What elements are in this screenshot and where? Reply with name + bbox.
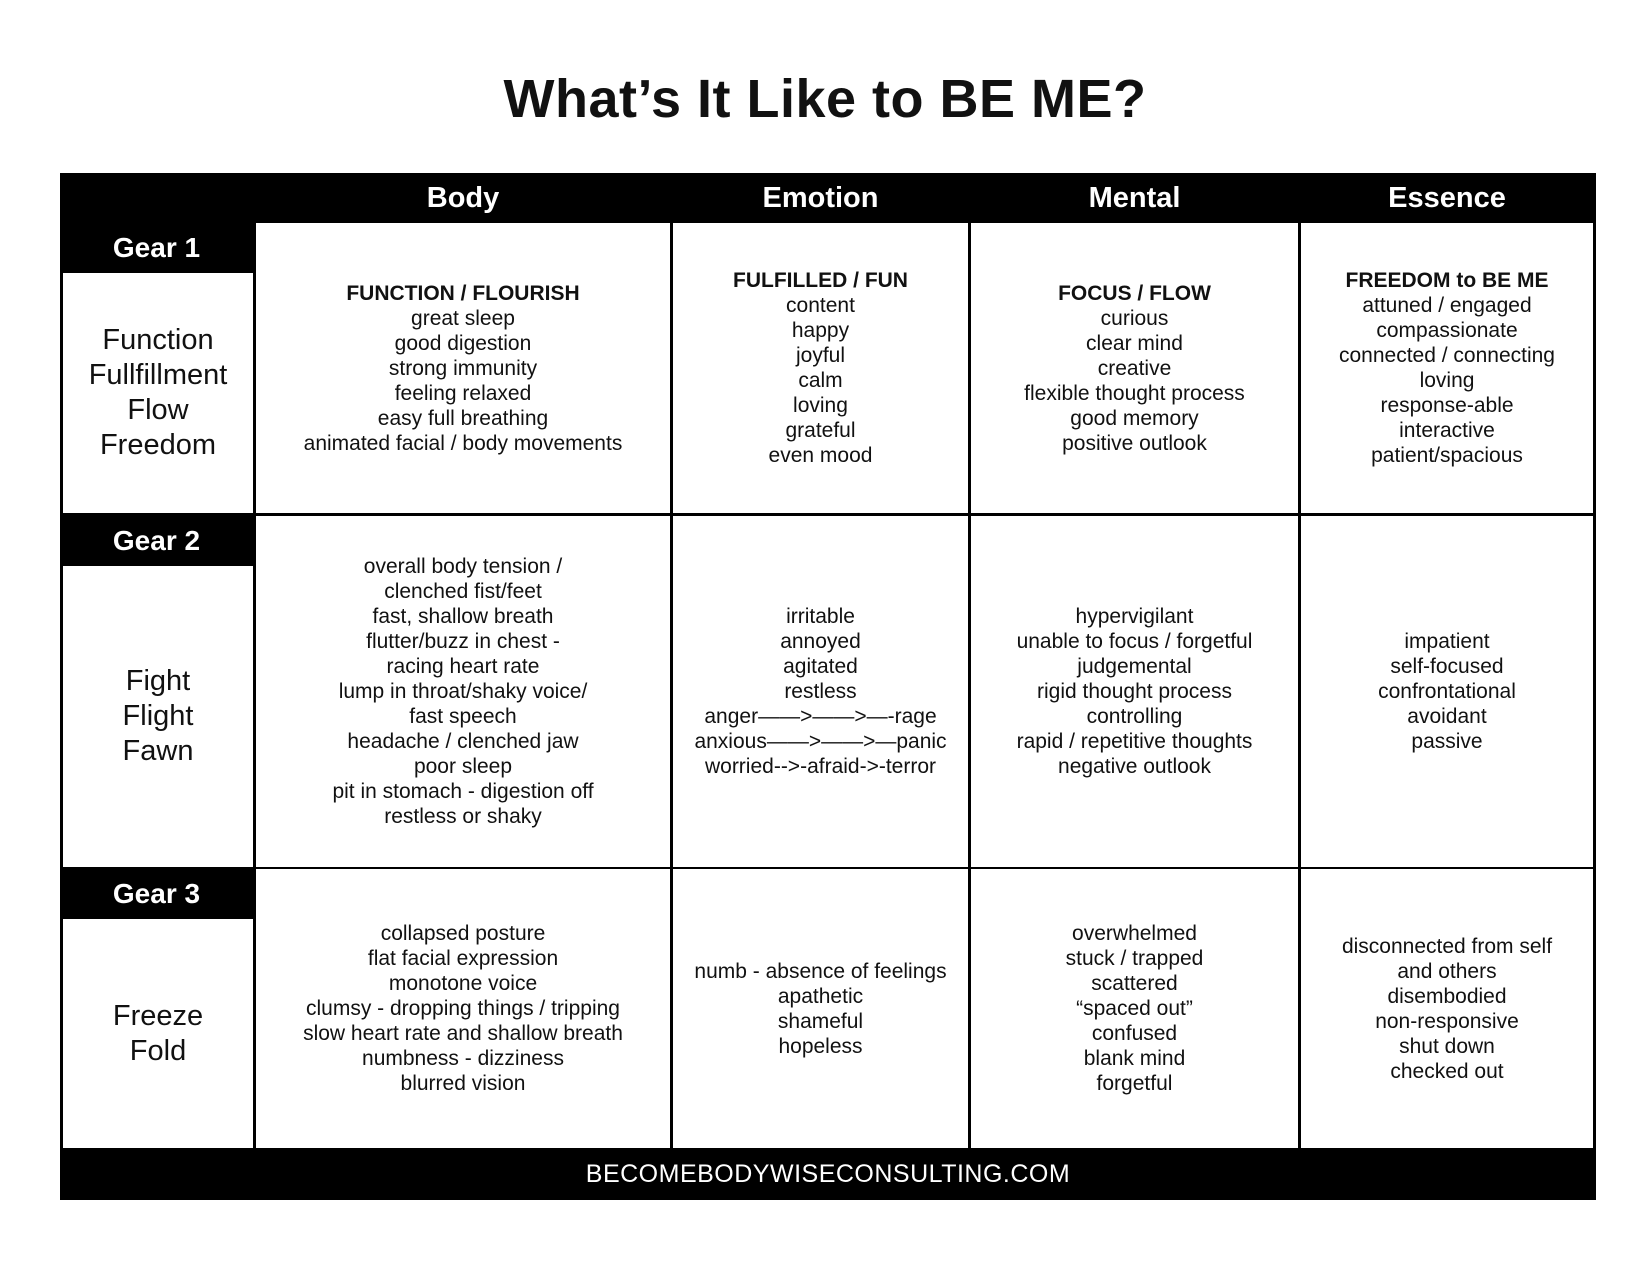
cell-line: grateful <box>785 419 856 442</box>
cell-line: scattered <box>1091 972 1178 995</box>
gear-3-body-cell <box>256 869 670 1148</box>
cell-line: rapid / repetitive thoughts <box>1016 730 1253 753</box>
cell-line: restless or shaky <box>384 805 542 828</box>
cell-line: attuned / engaged <box>1362 294 1532 317</box>
footer-website: BECOMEBODYWISECONSULTING.COM <box>585 1160 1071 1188</box>
cell-line: passive <box>1411 730 1483 753</box>
cell-line: non-responsive <box>1375 1009 1519 1033</box>
cell-line: disconnected from self <box>1341 934 1553 958</box>
cell-line: fast speech <box>409 705 517 728</box>
gear-1-label: Gear 1 <box>112 232 201 263</box>
cell-line: judgemental <box>1077 655 1192 678</box>
cell-line: clenched fist/feet <box>384 580 542 603</box>
cell-line: response-able <box>1380 394 1514 417</box>
gear-2-mental-cell <box>971 516 1298 867</box>
cell-line: numb - absence of feelings <box>694 959 947 983</box>
cell-line: avoidant <box>1407 705 1487 728</box>
cell-line: good digestion <box>394 331 532 355</box>
cell-line: interactive <box>1399 419 1495 442</box>
cell-line: flutter/buzz in chest - <box>366 630 560 653</box>
cell-line: lump in throat/shaky voice/ <box>338 680 588 703</box>
cell-heading: FULFILLED / FUN <box>733 269 908 292</box>
cell-line: loving <box>1419 369 1475 392</box>
cell-line: hopeless <box>778 1034 863 1058</box>
gear-state: Freeze <box>112 999 204 1032</box>
cell-line: easy full breathing <box>377 406 549 430</box>
cell-line: overwhelmed <box>1072 922 1197 945</box>
cell-line: checked out <box>1390 1059 1504 1083</box>
cell-line: racing heart rate <box>386 655 540 678</box>
gear-state: Fold <box>129 1034 187 1067</box>
cell-line: stuck / trapped <box>1065 947 1204 970</box>
gear-3-label: Gear 3 <box>112 878 201 909</box>
gear-3-emotion-cell <box>673 869 968 1148</box>
gear-2-emotion-cell <box>673 516 968 867</box>
gear-2-label: Gear 2 <box>112 525 201 556</box>
gear-2-body-cell <box>256 516 670 867</box>
cell-line: content <box>786 294 855 317</box>
cell-heading: FREEDOM to BE ME <box>1345 269 1549 292</box>
cell-line: flexible thought process <box>1024 381 1245 405</box>
cell-line: headache / clenched jaw <box>347 730 579 753</box>
cell-line: great sleep <box>411 306 515 330</box>
cell-line: patient/spacious <box>1371 444 1523 467</box>
cell-line: impatient <box>1404 630 1490 653</box>
cell-line: unable to focus / forgetful <box>1016 630 1253 653</box>
cell-line: forgetful <box>1096 1072 1173 1095</box>
cell-line: clear mind <box>1086 331 1183 355</box>
cell-line: disembodied <box>1387 984 1507 1008</box>
cell-line: compassionate <box>1376 319 1518 342</box>
cell-line: feeling relaxed <box>394 381 532 405</box>
cell-heading: FOCUS / FLOW <box>1058 281 1211 305</box>
gear-state: Freedom <box>99 429 217 461</box>
gear-1-emotion-cell <box>673 223 968 513</box>
cell-line: and others <box>1397 959 1497 983</box>
cell-line: anxious——>——>—panic <box>694 730 947 753</box>
gear-1-body-cell <box>256 223 670 513</box>
gear-state: Function <box>102 324 214 356</box>
cell-line: hypervigilant <box>1075 605 1194 628</box>
cell-line: loving <box>793 394 848 417</box>
cell-line: rigid thought process <box>1037 680 1232 703</box>
cell-line: negative outlook <box>1058 755 1211 778</box>
cell-line: clumsy - dropping things / tripping <box>305 997 620 1020</box>
cell-line: even mood <box>768 444 873 467</box>
gear-3-states <box>63 919 253 1148</box>
cell-line: monotone voice <box>388 972 538 995</box>
cell-line: strong immunity <box>388 356 538 380</box>
cell-line: confused <box>1091 1022 1178 1045</box>
page-title: What’s It Like to BE ME? <box>503 69 1147 129</box>
cell-line: fast, shallow breath <box>372 605 554 628</box>
cell-line: confrontational <box>1378 680 1516 703</box>
cell-line: animated facial / body movements <box>303 431 623 455</box>
gear-3-mental-cell <box>971 869 1298 1148</box>
cell-line: curious <box>1100 306 1169 330</box>
cell-line: poor sleep <box>413 755 513 778</box>
cell-line: shut down <box>1399 1034 1495 1058</box>
gear-2-essence-cell <box>1301 516 1593 867</box>
cell-line: positive outlook <box>1062 431 1207 455</box>
gear-state: Fullfillment <box>88 359 228 391</box>
gear-1-mental-cell <box>971 223 1298 513</box>
column-header-essence: Essence <box>1388 182 1506 214</box>
cell-line: controlling <box>1086 705 1183 728</box>
cell-line: slow heart rate and shallow breath <box>303 1022 623 1045</box>
gear-state: Flight <box>122 700 194 732</box>
cell-line: agitated <box>783 655 858 678</box>
cell-line: creative <box>1097 356 1172 380</box>
gear-state: Fawn <box>122 735 194 767</box>
column-header-mental: Mental <box>1088 182 1181 214</box>
gear-1-states <box>63 273 253 513</box>
cell-line: shameful <box>777 1009 864 1033</box>
cell-line: apathetic <box>777 984 864 1008</box>
cell-line: self-focused <box>1390 655 1504 678</box>
cell-line: annoyed <box>780 630 861 653</box>
cell-line: blank mind <box>1083 1047 1186 1070</box>
column-header-body: Body <box>426 182 500 214</box>
gear-1-essence-cell <box>1301 223 1593 513</box>
cell-line: blurred vision <box>400 1072 526 1095</box>
cell-line: joyful <box>795 344 845 367</box>
cell-line: overall body tension / <box>363 555 563 578</box>
cell-line: worried-->-afraid->-terror <box>704 755 937 778</box>
cell-line: calm <box>798 369 843 392</box>
gear-2-states <box>63 566 253 867</box>
gear-state: Fight <box>125 665 191 697</box>
cell-line: pit in stomach - digestion off <box>332 780 594 803</box>
gear-3-essence-cell <box>1301 869 1593 1148</box>
cell-line: irritable <box>786 605 855 628</box>
gear-state: Flow <box>127 394 189 426</box>
cell-line: anger——>——>—-rage <box>704 705 937 728</box>
cell-line: good memory <box>1070 406 1199 430</box>
cell-line: happy <box>791 319 850 342</box>
column-header-emotion: Emotion <box>762 182 879 214</box>
cell-line: collapsed posture <box>380 922 546 945</box>
cell-line: restless <box>784 680 857 703</box>
cell-line: connected / connecting <box>1339 344 1555 367</box>
cell-line: “spaced out” <box>1076 997 1193 1020</box>
cell-heading: FUNCTION / FLOURISH <box>346 281 580 305</box>
cell-line: flat facial expression <box>367 947 559 970</box>
cell-line: numbness - dizziness <box>362 1047 564 1070</box>
